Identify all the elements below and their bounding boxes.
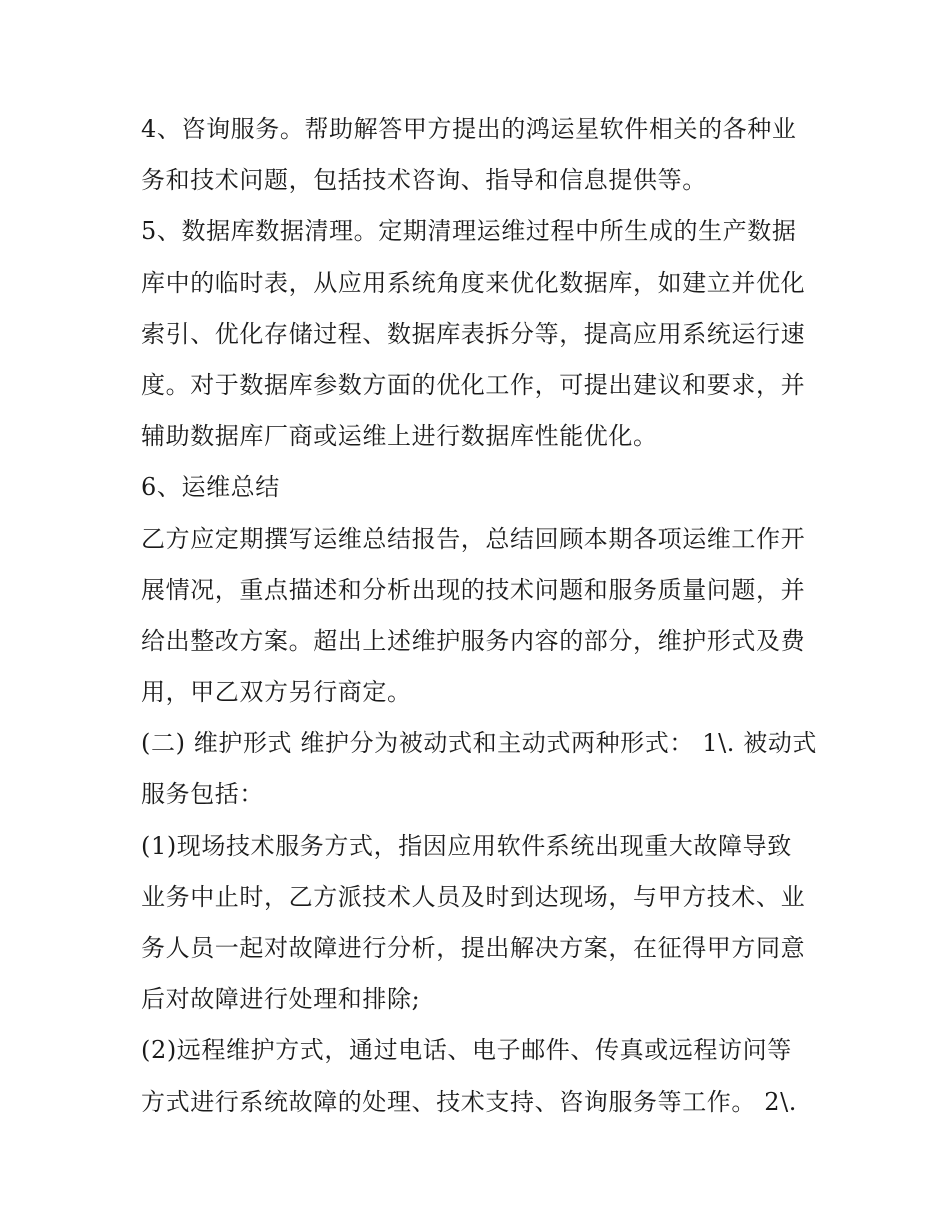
text-line: (1)现场技术服务方式，指因应用软件系统出现重大故障导致 (141, 831, 792, 860)
text-line: 业务中止时，乙方派技术人员及时到达现场，与甲方技术、业 (141, 882, 806, 911)
text-line: 度。对于数据库参数方面的优化工作，可提出建议和要求，并 (141, 370, 806, 399)
text-line: 索引、优化存储过程、数据库表拆分等，提高应用系统运行速 (141, 319, 806, 348)
text-line: 4、咨询服务。帮助解答甲方提出的鸿运星软件相关的各种业 (141, 115, 797, 143)
text-line: 务人员一起对故障进行分析，提出解决方案，在征得甲方同意 (141, 934, 806, 962)
text-line: 库中的临时表，从应用系统角度来优化数据库，如建立并优化 (141, 268, 806, 297)
text-line: 方式进行系统故障的处理、技术支持、咨询服务等工作。 2\. (141, 1087, 798, 1116)
text-line: (2)远程维护方式，通过电话、电子邮件、传真或远程访问等 (141, 1036, 792, 1065)
text-line: 乙方应定期撰写运维总结报告，总结回顾本期各项运维工作开 (141, 524, 806, 553)
text-line: 服务包括： (141, 780, 264, 809)
text-line: 后对故障进行处理和排除; (141, 985, 421, 1014)
text-line: 展情况，重点描述和分析出现的技术问题和服务质量问题，并 (141, 575, 806, 604)
text-line: 5、数据库数据清理。定期清理运维过程中所生成的生产数据 (141, 217, 797, 246)
section-heading: 6、运维总结 (141, 473, 280, 502)
text-line: 辅助数据库厂商或运维上进行数据库性能优化。 (141, 422, 658, 451)
text-line: (二) 维护形式 维护分为被动式和主动式两种形式： 1\. 被动式 (141, 729, 818, 758)
text-line: 给出整改方案。超出上述维护服务内容的部分，维护形式及费 (141, 626, 806, 655)
text-line: 用，甲乙双方另行商定。 (141, 678, 412, 707)
document-body (141, 104, 821, 1128)
text-line: 务和技术问题，包括技术咨询、指导和信息提供等。 (141, 166, 707, 195)
